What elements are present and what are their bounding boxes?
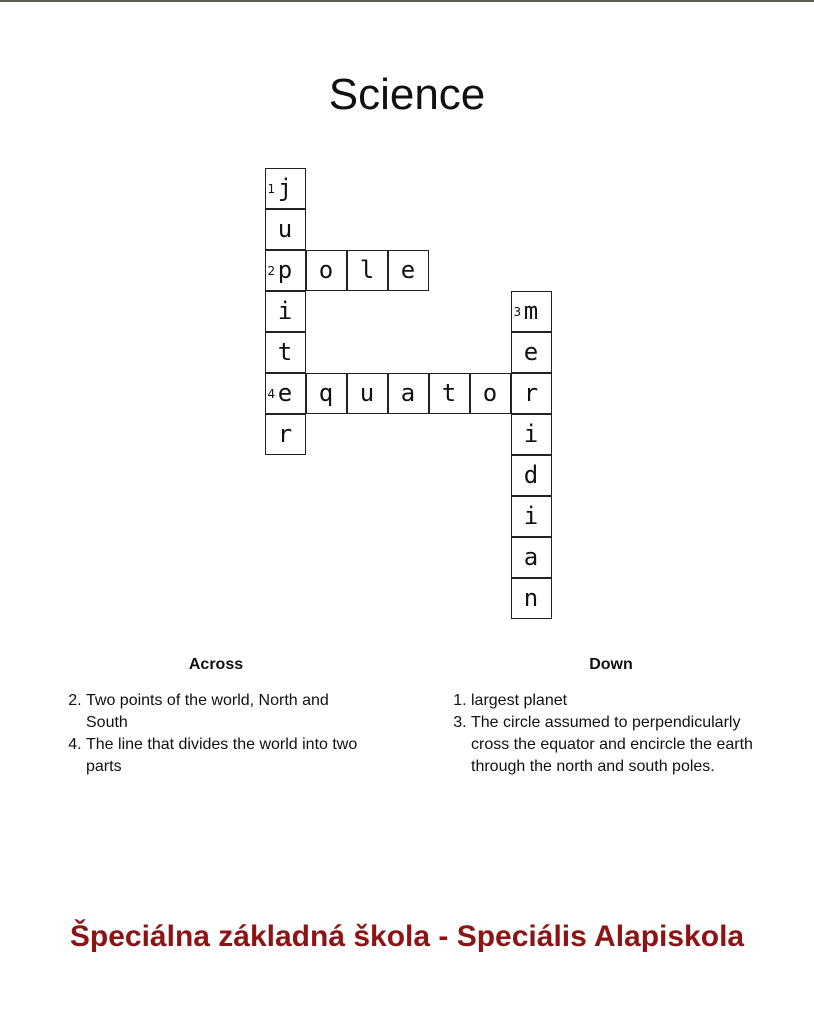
cell-letter: r xyxy=(523,378,539,407)
clue-number: 1 xyxy=(267,181,276,196)
grid-cell[interactable] xyxy=(265,168,306,209)
page-title: Science xyxy=(328,70,486,119)
across-heading: Across xyxy=(188,656,244,673)
clue-item: 3. The circle assumed to perpendicularly cross the equator and encircle the earth through the north and south poles. xyxy=(471,712,771,778)
school-name-footer: Špeciálna základná škola - Speciális Alapiskola xyxy=(69,920,745,953)
clue-number: 2 xyxy=(267,263,276,278)
top-border xyxy=(0,0,814,2)
grid-cell[interactable] xyxy=(306,373,347,414)
cell-letter: p xyxy=(277,255,293,284)
cell-letter: i xyxy=(277,296,293,325)
grid-cell[interactable] xyxy=(347,373,388,414)
clue-item: 1. largest planet xyxy=(471,690,771,712)
cell-letter: t xyxy=(441,378,457,407)
cell-letter: o xyxy=(482,378,498,407)
grid-cell[interactable] xyxy=(265,373,306,414)
cell-letter: i xyxy=(523,419,539,448)
cell-letter: o xyxy=(318,255,334,284)
grid-cell[interactable] xyxy=(511,414,552,455)
grid-cell[interactable] xyxy=(511,578,552,619)
clue-number: 3 xyxy=(513,304,522,319)
down-heading: Down xyxy=(589,656,633,673)
cell-letter: e xyxy=(523,337,539,366)
across-list xyxy=(66,690,366,778)
cell-letter: r xyxy=(277,419,293,448)
cell-letter: i xyxy=(523,501,539,530)
grid-cell[interactable] xyxy=(265,414,306,455)
grid-cell[interactable] xyxy=(511,537,552,578)
grid-cell[interactable] xyxy=(388,250,429,291)
grid-cell[interactable] xyxy=(306,250,347,291)
grid-cell[interactable] xyxy=(265,332,306,373)
cell-letter: d xyxy=(523,460,539,489)
cell-letter: e xyxy=(277,378,293,407)
down-clues xyxy=(451,654,771,778)
grid-cell[interactable] xyxy=(470,373,511,414)
grid-cell[interactable] xyxy=(511,291,552,332)
clue-item: 4. The line that divides the world into two parts xyxy=(86,734,366,778)
grid-cell[interactable] xyxy=(511,455,552,496)
grid-cell[interactable] xyxy=(511,496,552,537)
cell-letter: n xyxy=(523,583,539,612)
cell-letter: q xyxy=(318,378,334,407)
cell-letter: a xyxy=(523,542,539,571)
cell-letter: u xyxy=(359,378,375,407)
grid-cell[interactable] xyxy=(265,250,306,291)
grid-cell[interactable] xyxy=(511,373,552,414)
cell-letter: u xyxy=(277,214,293,243)
cell-letter: e xyxy=(400,255,416,284)
cell-letter: j xyxy=(277,173,293,202)
cell-letter: t xyxy=(277,337,293,366)
grid-cell[interactable] xyxy=(429,373,470,414)
clue-number: 4 xyxy=(267,386,276,401)
cell-letter: m xyxy=(523,296,539,325)
cell-letter: a xyxy=(400,378,416,407)
grid-cell[interactable] xyxy=(511,332,552,373)
grid-cell[interactable] xyxy=(265,209,306,250)
grid-cell[interactable] xyxy=(265,291,306,332)
cell-letter: l xyxy=(359,255,375,284)
clue-item: 2. Two points of the world, North and South xyxy=(86,690,366,734)
down-list xyxy=(451,690,771,778)
across-clues xyxy=(66,654,366,778)
grid-cell[interactable] xyxy=(347,250,388,291)
grid-cell[interactable] xyxy=(388,373,429,414)
